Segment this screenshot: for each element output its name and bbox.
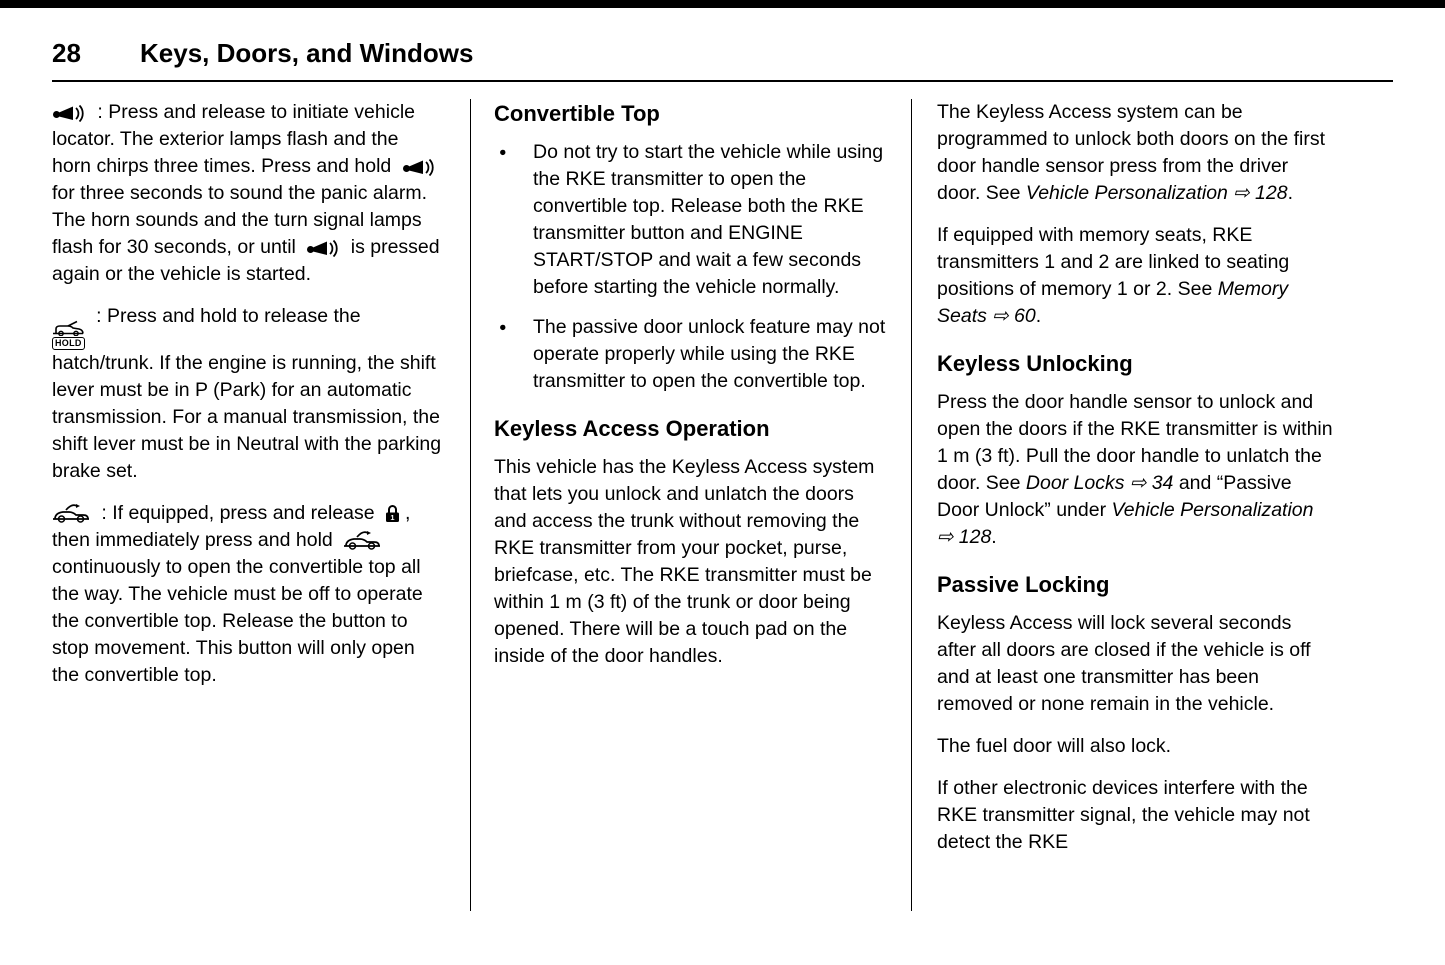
page-number: 28 bbox=[52, 38, 81, 68]
text-segment: and “Passive Door Unlock” under bbox=[937, 472, 1292, 521]
trunk-release-hold-icon bbox=[52, 320, 85, 350]
para-rke-interference: If other electronic devices interfere with the RKE transmitter signal, the vehicle may not detect the RKE bbox=[937, 777, 1310, 853]
bullet-dot: ● bbox=[499, 320, 507, 334]
text-segment: The Keyless Access system can be programmed to unlock both doors on the first door handle sensor press from the driver door. See bbox=[937, 101, 1326, 204]
text-segment: . bbox=[1035, 305, 1042, 327]
text-segment: for three seconds to sound the panic alarm. The horn sounds and the turn signal lamps flash for 30 seconds, or until bbox=[52, 182, 428, 258]
content-columns bbox=[52, 99, 1393, 911]
text-segment: : If equipped, press and release bbox=[96, 502, 381, 524]
text-segment: , then immediately press and hold bbox=[52, 502, 411, 551]
text-segment: continuously to open the convertible top all the way. The vehicle must be off to operate the convertible top. Release the button to stop movement. This button will only open the convertible top. bbox=[52, 556, 423, 686]
text-segment: : Press and hold to release the hatch/trunk. If the engine is running, the shift lever must be in P (Park) for an automatic transmission. For a manual transmission, the shift lever must be in Neutral with the parking brake set. bbox=[52, 305, 442, 482]
bullet-text: Do not try to start the vehicle while using the RKE transmitter to open the convertible top. Release both the RKE transmitter button and ENGINE START/STOP and wait a few seconds before starting the vehicle normally. bbox=[533, 141, 884, 298]
bullet-item bbox=[494, 314, 887, 395]
para-trunk-release bbox=[52, 303, 442, 485]
horn-icon bbox=[52, 103, 86, 122]
page-title: Keys, Doors, and Windows bbox=[140, 38, 474, 68]
bullet-list bbox=[494, 139, 887, 395]
cross-reference-door-locks: Door Locks ⇨ 34 bbox=[1025, 472, 1174, 494]
horn-icon bbox=[306, 238, 340, 257]
bullet-text: The passive door unlock feature may not operate properly while using the RKE transmitter to open the convertible top. bbox=[533, 316, 886, 392]
para-fuel-door: The fuel door will also lock. bbox=[937, 735, 1172, 757]
page-header bbox=[52, 38, 1393, 82]
para-convertible-open bbox=[52, 500, 442, 689]
text-segment: . bbox=[1287, 182, 1294, 204]
heading-convertible-top: Convertible Top bbox=[494, 101, 660, 126]
text-segment: is pressed again or the vehicle is started. bbox=[52, 236, 440, 285]
para-keyless-unlocking bbox=[937, 389, 1335, 551]
heading-keyless-unlocking: Keyless Unlocking bbox=[937, 351, 1133, 376]
manual-page bbox=[0, 8, 1445, 911]
svg-text:1: 1 bbox=[390, 513, 395, 523]
lock-icon bbox=[385, 504, 400, 523]
heading-passive-locking: Passive Locking bbox=[937, 572, 1110, 597]
heading-keyless-access-operation: Keyless Access Operation bbox=[494, 416, 770, 441]
bullet-item bbox=[494, 139, 887, 301]
column-left bbox=[52, 99, 470, 911]
hold-label: HOLD bbox=[52, 337, 85, 350]
para-memory-seats bbox=[937, 222, 1335, 330]
convertible-top-icon bbox=[52, 503, 90, 523]
para-keyless-access-intro: This vehicle has the Keyless Access system that lets you unlock and unlatch the doors and access the trunk without removing the RKE transmitter from your pocket, purse, briefcase, etc. The RKE transmitter must be within 1 m (3 ft) of the trunk or door being opened. There will be a touch pad on the inside of the door handles. bbox=[494, 456, 875, 667]
horn-icon bbox=[402, 157, 436, 176]
para-keyless-programming bbox=[937, 99, 1335, 207]
page-top-edge bbox=[0, 0, 1445, 8]
text-segment: . bbox=[991, 526, 997, 548]
para-passive-locking: Keyless Access will lock several seconds after all doors are closed if the vehicle is off and at least one transmitter has been removed or none remain in the vehicle. bbox=[937, 612, 1311, 715]
cross-reference-vehicle-personalization: Vehicle Personalization ⇨ 128 bbox=[1025, 182, 1288, 204]
text-segment: : Press and release to initiate vehicle locator. The exterior lamps flash and the horn chirps three times. Press and hold bbox=[52, 101, 416, 177]
text-segment: If equipped with memory seats, RKE transmitters 1 and 2 are linked to seating positions of memory 1 or 2. See bbox=[937, 224, 1290, 300]
text-segment: Press the door handle sensor to unlock and open the doors if the RKE transmitter is within 1 m (3 ft). Pull the door handle to unlatch the door. See bbox=[937, 391, 1333, 494]
para-vehicle-locator bbox=[52, 99, 442, 288]
bullet-dot: ● bbox=[499, 145, 507, 159]
convertible-top-icon bbox=[343, 530, 381, 550]
column-right bbox=[912, 99, 1393, 911]
cross-reference-memory-seats: Memory Seats ⇨ 60 bbox=[937, 278, 1289, 327]
column-middle bbox=[471, 99, 911, 911]
cross-reference-vehicle-personalization: Vehicle Personalization ⇨ 128 bbox=[937, 499, 1314, 548]
